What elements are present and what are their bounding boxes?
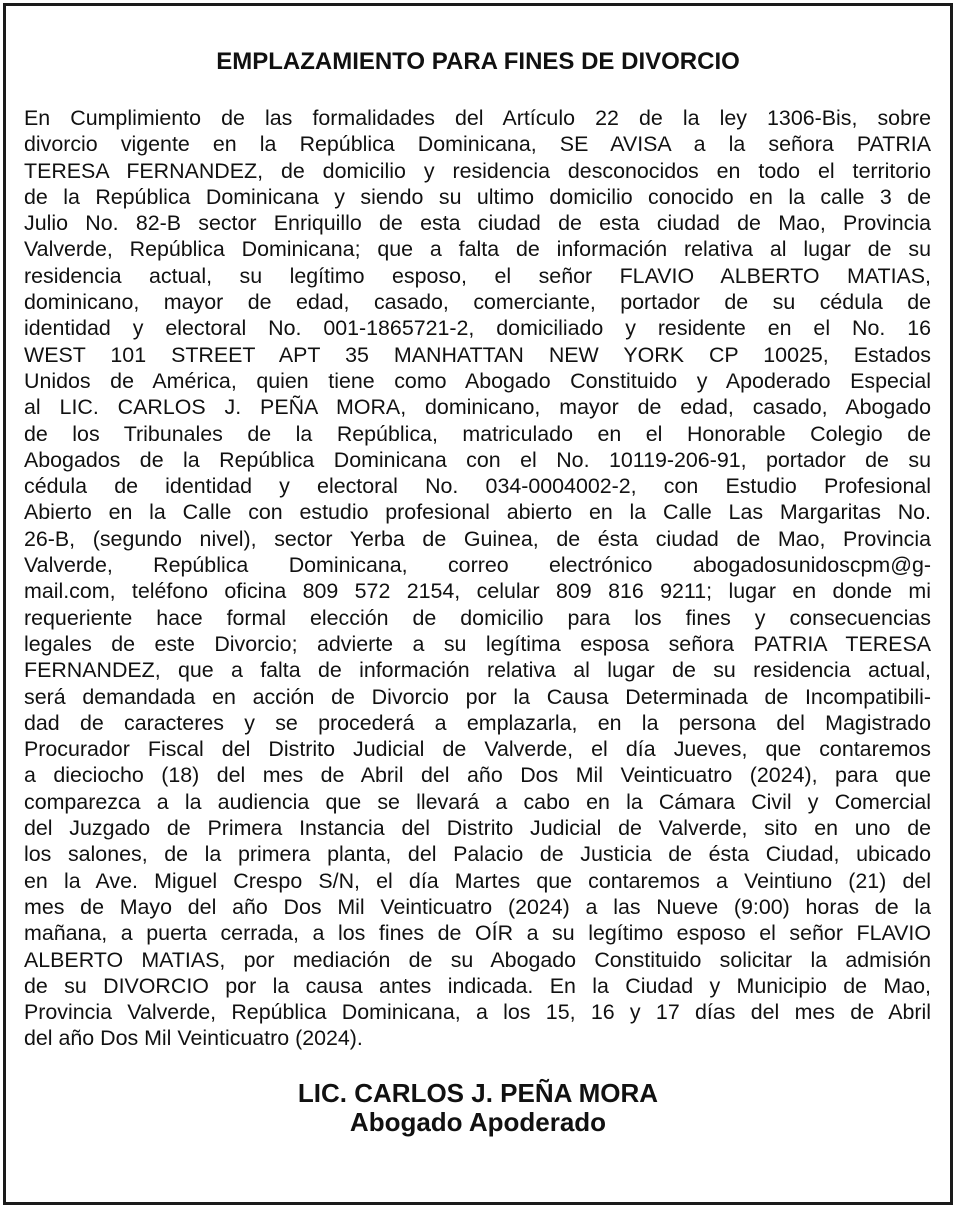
signature-name: LIC. CARLOS J. PEÑA MORA [297, 1078, 659, 1108]
body-line: WEST 101 STREET APT 35 MANHATTAN NEW YORK CP 10025, Estados [24, 342, 931, 367]
body-line: mes de Mayo del año Dos Mil Veinticuatro (2024) a las Nueve (9:00) horas de la [24, 894, 931, 919]
body-line: TERESA FERNANDEZ, de domicilio y residencia desconocidos en todo el territorio [24, 158, 931, 183]
body-line: de los Tribunales de la República, matriculado en el Honorable Colegio de [24, 421, 931, 446]
body-line: dominicano, mayor de edad, casado, comerciante, portador de su cédula de [24, 290, 931, 315]
body-line: al LIC. CARLOS J. PEÑA MORA, dominicano, mayor de edad, casado, Abogado [24, 395, 931, 420]
body-line: comparezca a la audiencia que se llevará a cabo en la Cámara Civil y Comercial [24, 789, 931, 814]
body-line: Procurador Fiscal del Distrito Judicial de Valverde, el día Jueves, que contaremos [24, 737, 931, 762]
body-line: a dieciocho (18) del mes de Abril del año Dos Mil Veinticuatro (2024), para que [24, 763, 931, 788]
body-line: Valverde, República Dominicana, correo electrónico abogadosunidoscpm@g- [24, 553, 931, 578]
body-line: divorcio vigente en la República Dominicana, SE AVISA a la señora PATRIA [24, 132, 931, 157]
body-line: FERNANDEZ, que a falta de información relativa al lugar de su residencia actual, [24, 658, 931, 683]
body-line: mail.com, teléfono oficina 809 572 2154, celular 809 816 9211; lugar en donde mi [24, 579, 931, 604]
body-line: residencia actual, su legítimo esposo, el señor FLAVIO ALBERTO MATIAS, [24, 263, 931, 288]
body-line: En Cumplimiento de las formalidades del Artículo 22 de la ley 1306-Bis, sobre [24, 106, 931, 130]
body-line: ALBERTO MATIAS, por mediación de su Abogado Constituido solicitar la admisión [24, 947, 931, 972]
body-line: Valverde, República Dominicana; que a falta de información relativa al lugar de su [24, 237, 931, 262]
signature-role: Abogado Apoderado [349, 1107, 607, 1137]
body-line: Julio No. 82-B sector Enriquillo de esta ciudad de esta ciudad de Mao, Provincia [24, 211, 931, 236]
body-line: en la Ave. Miguel Crespo S/N, el día Martes que contaremos a Veintiuno (21) del [24, 868, 931, 893]
body-line: requeriente hace formal elección de domicilio para los fines y consecuencias [24, 605, 931, 630]
body-line: 26-B, (segundo nivel), sector Yerba de Guinea, de ésta ciudad de Mao, Provincia [24, 526, 931, 551]
body-line: los salones, de la primera planta, del Palacio de Justicia de ésta Ciudad, ubicado [24, 842, 931, 867]
notice-frame [3, 3, 953, 1205]
body-line: identidad y electoral No. 001-1865721-2, domiciliado y residente en el No. 16 [24, 316, 931, 341]
body-line: Provincia Valverde, República Dominicana, a los 15, 16 y 17 días del mes de Abril [24, 1000, 931, 1025]
notice-title: EMPLAZAMIENTO PARA FINES DE DIVORCIO [216, 48, 740, 75]
body-line: Abogados de la República Dominicana con el No. 10119-206-91, portador de su [24, 447, 931, 472]
body-line: del año Dos Mil Veinticuatro (2024). [24, 1026, 363, 1051]
body-line: de su DIVORCIO por la causa antes indicada. En la Ciudad y Municipio de Mao, [24, 973, 931, 998]
body-line: mañana, a puerta cerrada, a los fines de OÍR a su legítimo esposo el señor FLAVIO [24, 921, 931, 946]
notice-body [24, 105, 931, 1052]
body-line: dad de caracteres y se procederá a emplazarla, en la persona del Magistrado [24, 710, 931, 735]
body-line: de la República Dominicana y siendo su ultimo domicilio conocido en la calle 3 de [24, 184, 931, 209]
body-line: Abierto en la Calle con estudio profesional abierto en la Calle Las Margaritas No. [24, 500, 931, 525]
body-line: será demandada en acción de Divorcio por la Causa Determinada de Incompatibili- [24, 684, 931, 709]
body-line: legales de este Divorcio; advierte a su legítima esposa señora PATRIA TERESA [24, 631, 931, 656]
body-line: cédula de identidad y electoral No. 034-0004002-2, con Estudio Profesional [24, 474, 931, 499]
signature-block [6, 1079, 950, 1137]
body-line: del Juzgado de Primera Instancia del Distrito Judicial de Valverde, sito en uno de [24, 816, 931, 841]
body-line: Unidos de América, quien tiene como Abogado Constituido y Apoderado Especial [24, 368, 931, 393]
